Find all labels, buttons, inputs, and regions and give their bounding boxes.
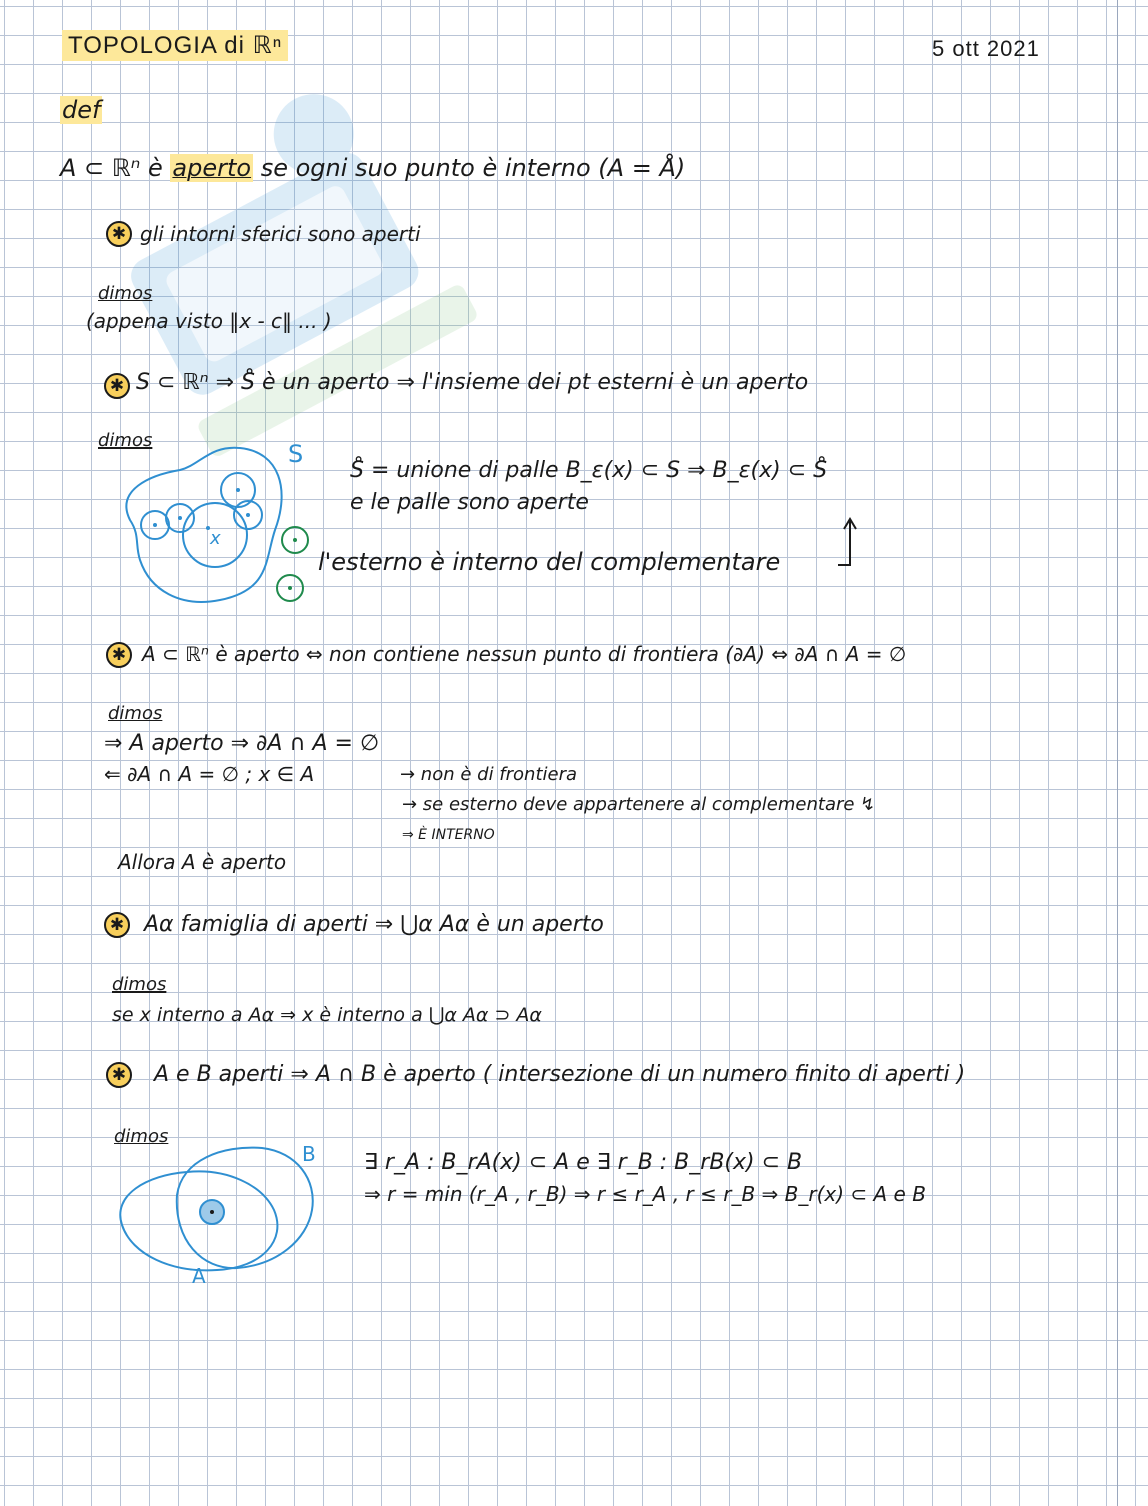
prop5-proof-line1: ∃ r_A : B_rA(x) ⊂ A e ∃ r_B : B_rB(x) ⊂ B	[364, 1150, 803, 1175]
page-title	[62, 34, 288, 58]
prop2-statement: S ⊂ ℝⁿ ⇒ S̊ è un aperto ⇒ l'insieme dei pt esterni è un aperto	[136, 370, 809, 395]
definition-line	[60, 156, 685, 180]
page-title-text: TOPOLOGIA di ℝⁿ	[62, 30, 288, 61]
up-arrow-icon	[830, 515, 860, 570]
diagram-B-label: B	[302, 1142, 316, 1166]
star-icon: ✱	[106, 1062, 132, 1088]
ball-center-dot	[236, 488, 240, 492]
set-B-outline	[177, 1148, 313, 1268]
definition-keyword: aperto	[172, 154, 252, 182]
prop3-statement: A ⊂ ℝⁿ è aperto ⇔ non contiene nessun punto di frontiera (∂A) ⇔ ∂A ∩ A = ∅	[142, 642, 907, 666]
prop2-dimos-label: dimos	[98, 430, 153, 451]
star-icon: ✱	[104, 373, 130, 399]
prop3-branch3: ⇒ È INTERNO	[402, 827, 495, 843]
prop5-proof-line2: ⇒ r = min (r_A , r_B) ⇒ r ≤ r_A , r ≤ r_B ⇒ B_r(x) ⊂ A e B	[364, 1182, 926, 1206]
definition-suffix: se ogni suo punto è interno (A = Å)	[260, 154, 686, 182]
prop2-proof-line3: l'esterno è interno del complementare	[318, 548, 781, 576]
def-label	[60, 98, 102, 122]
prop3-conclusion: Allora A è aperto	[118, 850, 287, 874]
prop1-dimos-label: dimos	[98, 283, 153, 304]
ball-center-dot	[246, 513, 250, 517]
page-date: 5 ott 2021	[932, 36, 1040, 61]
ball-center-dot	[178, 516, 182, 520]
page-right-border	[1117, 0, 1118, 1506]
prop2-proof-line2: e le palle sono aperte	[350, 490, 589, 515]
exterior-center-dot	[293, 538, 297, 542]
prop3-branch1: → non è di frontiera	[400, 764, 578, 785]
prop3-proof-line2: ⇐ ∂A ∩ A = ∅ ; x ∈ A	[104, 762, 315, 786]
open-set-diagram	[110, 430, 340, 610]
prop3-dimos-label: dimos	[108, 703, 163, 724]
exterior-center-dot	[288, 586, 292, 590]
prop5-statement: A e B aperti ⇒ A ∩ B è aperto ( intersezione di un numero finito di aperti )	[154, 1062, 966, 1087]
star-icon: ✱	[106, 221, 132, 247]
diagram-x-label: x	[210, 528, 221, 549]
prop3-branch2: → se esterno deve appartenere al complementare ↯	[402, 794, 876, 815]
star-icon: ✱	[106, 642, 132, 668]
prop5-dimos-label: dimos	[114, 1126, 169, 1147]
prop1-proof: (appena visto ‖x - c‖ ... )	[86, 309, 332, 333]
prop2-proof-line1: S̊ = unione di palle B_ε(x) ⊂ S ⇒ B_ε(x) ⊂ S̊	[350, 458, 828, 483]
diagram-S-label: S	[288, 440, 304, 468]
intersection-center-dot	[210, 1210, 214, 1214]
def-label-text: def	[62, 96, 101, 124]
prop4-proof: se x interno a Aα ⇒ x è interno a ⋃α Aα ⊃ Aα	[112, 1004, 542, 1026]
star-icon: ✱	[104, 912, 130, 938]
ball-center-dot	[153, 523, 157, 527]
prop3-proof-line1: ⇒ A aperto ⇒ ∂A ∩ A = ∅	[104, 731, 380, 756]
diagram-A-label: A	[192, 1264, 206, 1288]
prop4-statement: Aα famiglia di aperti ⇒ ⋃α Aα è un aperto	[144, 912, 604, 937]
prop4-dimos-label: dimos	[112, 974, 167, 995]
prop1-statement: gli intorni sferici sono aperti	[140, 222, 421, 246]
intersection-diagram	[112, 1140, 332, 1275]
definition-prefix: A ⊂ ℝⁿ è	[60, 154, 163, 182]
